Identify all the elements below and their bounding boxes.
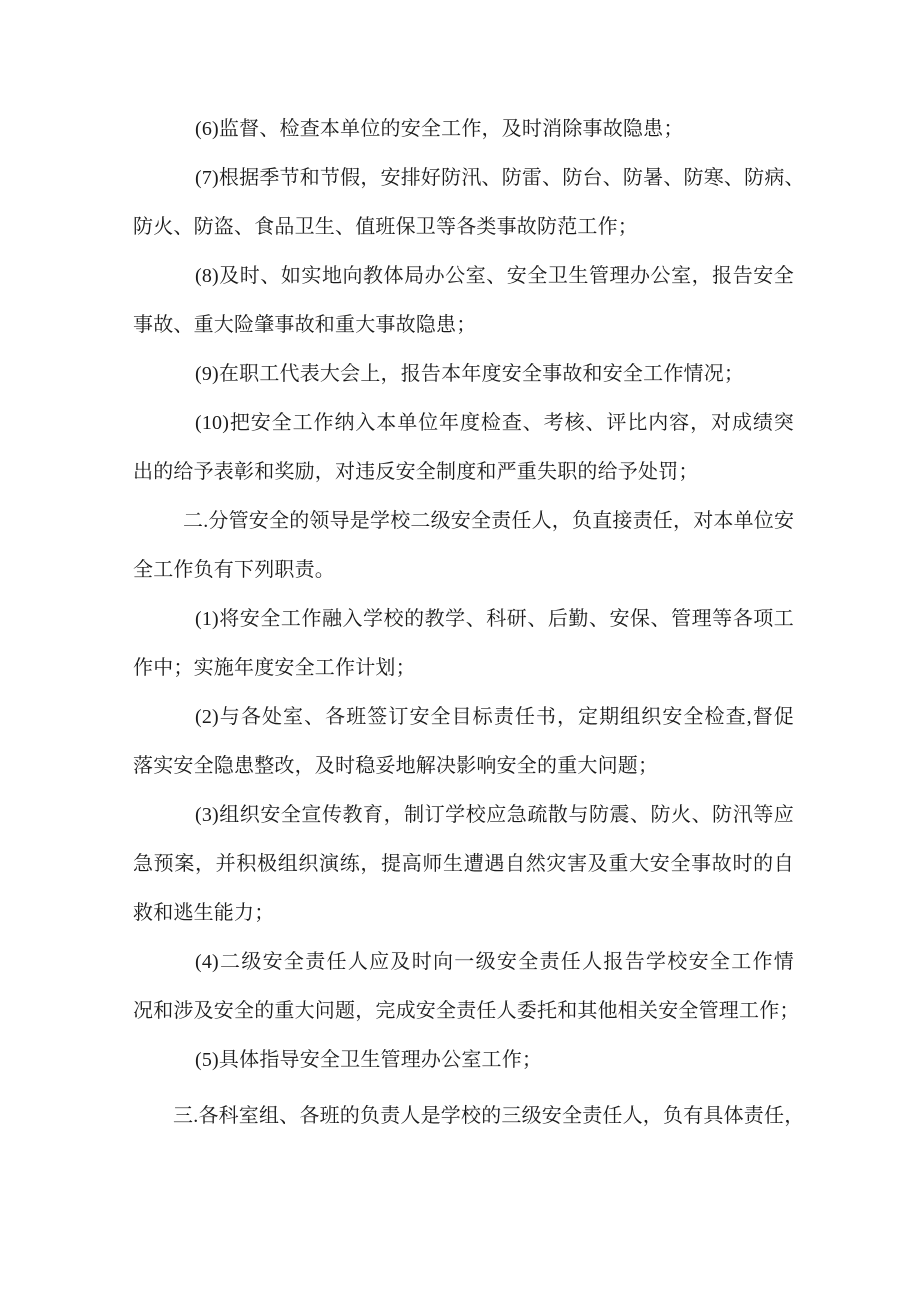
paragraph-item-7 (133, 154, 805, 252)
paragraph-item-9 (133, 350, 794, 399)
text-line: (1)将安全工作融入学校的教学、科研、后勤、安保、管理等各项工 (195, 608, 794, 630)
text-line: (10)把安全工作纳入本单位年度检查、考核、评比内容，对成绩突 (195, 412, 794, 434)
text-line: (4)二级安全责任人应及时向一级安全责任人报告学校安全工作情 (195, 951, 794, 973)
text-line: (6)监督、检查本单位的安全工作，及时消除事故隐患； (195, 118, 684, 140)
paragraph-item-2-1 (133, 595, 794, 693)
document-text-block (133, 105, 805, 1141)
paragraph-section-3 (133, 1092, 805, 1141)
text-line: (5)具体指导安全卫生管理办公室工作； (195, 1049, 543, 1071)
text-line: (7)根据季节和节假，安排好防汛、防雷、防台、防暑、防寒、防病、 (195, 167, 805, 189)
text-line: 事故、重大险肇事故和重大事故隐患； (133, 314, 477, 336)
paragraph-item-10 (133, 399, 794, 497)
text-line: (8)及时、如实地向教体局办公室、安全卫生管理办公室，报告安全 (195, 265, 794, 287)
text-line: 三.各科室组、各班的负责人是学校的三级安全责任人，负有具体责任， (173, 1105, 805, 1127)
paragraph-item-2-4 (133, 938, 800, 1036)
text-line: 救和逃生能力； (133, 902, 275, 924)
text-line: 作中；实施年度安全工作计划； (133, 657, 416, 679)
text-line: (3)组织安全宣传教育，制订学校应急疏散与防震、防火、防汛等应 (195, 804, 794, 826)
text-line: 落实安全隐患整改，及时稳妥地解决影响安全的重大问题； (133, 755, 659, 777)
text-line: (2)与各处室、各班签订安全目标责任书，定期组织安全检查,督促 (195, 706, 794, 728)
text-line: 况和涉及安全的重大问题，完成安全责任人委托和其他相关安全管理工作； (133, 1000, 800, 1022)
text-line: 出的给予表彰和奖励，对违反安全制度和严重失职的给予处罚； (133, 461, 699, 483)
paragraph-item-2-5 (133, 1036, 794, 1085)
text-line: 全工作负有下列职责。 (133, 559, 335, 581)
paragraph-item-6 (133, 105, 794, 154)
paragraph-item-2-3 (133, 791, 794, 938)
paragraph-item-2-2 (133, 693, 794, 791)
text-line: 二.分管安全的领导是学校二级安全责任人，负直接责任，对本单位安 (183, 510, 795, 532)
paragraph-section-2 (133, 497, 794, 595)
text-line: 防火、防盗、食品卫生、值班保卫等各类事故防范工作； (133, 216, 638, 238)
text-line: (9)在职工代表大会上，报告本年度安全事故和安全工作情况； (195, 363, 745, 385)
paragraph-item-8 (133, 252, 794, 350)
text-line: 急预案，并积极组织演练，提高师生遭遇自然灾害及重大安全事故时的自 (133, 853, 794, 875)
